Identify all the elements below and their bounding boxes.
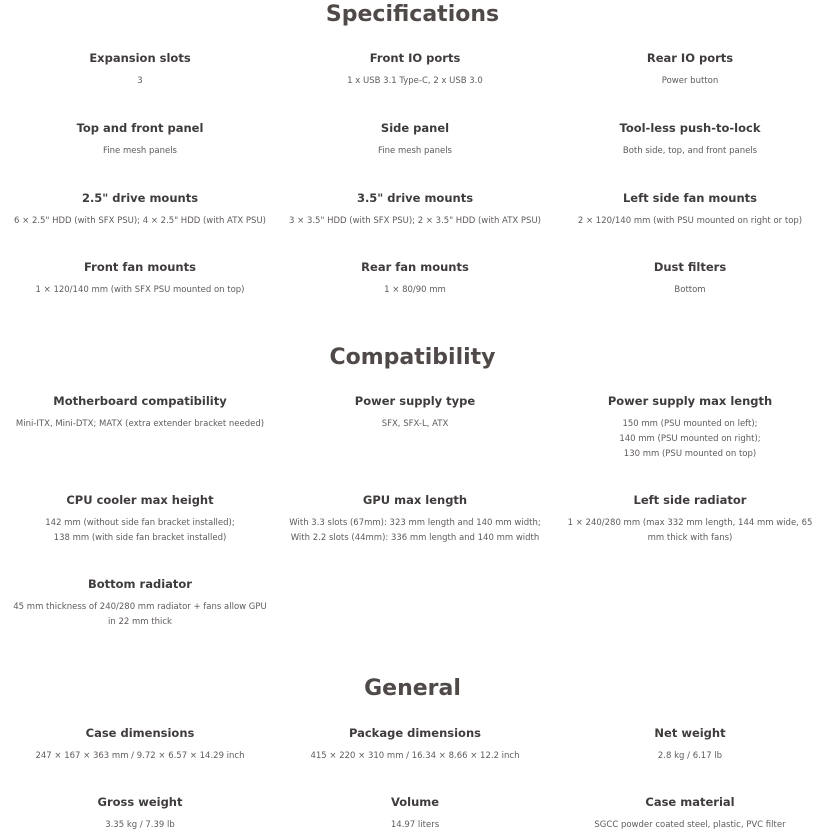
spec-label: Top and front panel (76, 121, 204, 135)
spec-gross-weight (10, 794, 270, 833)
spec-value: Power button (661, 76, 719, 86)
spec-value: 1 × 80/90 mm (384, 285, 446, 295)
spec-label: 2.5" drive mounts (81, 191, 199, 205)
spec-front-fan-mounts (10, 259, 270, 298)
spec-value: Fine mesh panels (378, 146, 452, 156)
spec-label: Case material (645, 795, 735, 809)
spec-label: Left side radiator (633, 493, 747, 507)
spec-power-supply-type (285, 393, 545, 432)
spec-rear-fan-mounts (285, 259, 545, 298)
spec-label: GPU max length (362, 493, 468, 507)
spec-label: Case dimensions (85, 726, 195, 740)
spec-value: SFX, SFX-L, ATX (381, 419, 449, 429)
spec-value: Bottom (674, 285, 706, 295)
spec-value: 2.8 kg / 6.17 lb (657, 751, 723, 761)
spec-label: 3.5" drive mounts (356, 191, 474, 205)
spec-label: Motherboard compatibility (53, 394, 227, 408)
section-title-specifications: Specifications (325, 2, 500, 27)
spec-case-material (560, 794, 820, 833)
spec-label: Rear IO ports (646, 51, 734, 65)
spec-dust-filters (560, 259, 820, 298)
spec-side-panel (285, 120, 545, 159)
spec-value: 3 (137, 76, 143, 86)
spec-label: Tool-less push-to-lock (619, 121, 761, 135)
spec-motherboard-compatibility (0, 393, 280, 432)
spec-net-weight (560, 725, 820, 764)
spec-label: Power supply max length (607, 394, 773, 408)
spec-value: SGCC powder coated steel, plastic, PVC filter (594, 820, 786, 830)
spec-package-dimensions (285, 725, 545, 764)
spec-tool-less (560, 120, 820, 159)
spec-value: 2 × 120/140 mm (with PSU mounted on right or top) (577, 216, 803, 226)
spec-value: Both side, top, and front panels (622, 146, 758, 156)
spec-value: 3.35 kg / 7.39 lb (105, 820, 175, 830)
spec-value: 142 mm (without side fan bracket installed); 138 mm (with side fan bracket installed) (45, 518, 235, 543)
spec-35-drive-mounts (275, 190, 555, 229)
spec-label: Power supply type (354, 394, 476, 408)
spec-label: Expansion slots (89, 51, 191, 65)
spec-left-side-radiator (560, 492, 820, 546)
spec-rear-io-ports (560, 50, 820, 89)
spec-value: 247 × 167 × 363 mm / 9.72 × 6.57 × 14.29 inch (35, 751, 245, 761)
spec-value: 6 × 2.5" HDD (with SFX PSU); 4 × 2.5" HDD (with ATX PSU) (14, 216, 266, 226)
spec-value: 14.97 liters (390, 820, 440, 830)
spec-value: 415 × 220 × 310 mm / 16.34 × 8.66 × 12.2 inch (310, 751, 520, 761)
spec-value: 150 mm (PSU mounted on left); 140 mm (PSU mounted on right); 130 mm (PSU mounted on top) (619, 419, 761, 459)
spec-label: CPU cooler max height (66, 493, 214, 507)
spec-value: 1 × 120/140 mm (with SFX PSU mounted on top) (35, 285, 245, 295)
spec-label: Front fan mounts (84, 260, 196, 274)
spec-power-supply-max-length (560, 393, 820, 462)
spec-label: Bottom radiator (88, 577, 192, 591)
spec-label: Side panel (380, 121, 450, 135)
spec-volume (285, 794, 545, 833)
spec-label: Volume (390, 795, 440, 809)
spec-gpu-max-length (275, 492, 555, 546)
spec-value: 45 mm thickness of 240/280 mm radiator + fans allow GPU in 22 mm thick (13, 602, 267, 627)
spec-cpu-cooler-max-height (10, 492, 270, 546)
spec-expansion-slots (10, 50, 270, 89)
spec-label: Left side fan mounts (622, 191, 757, 205)
spec-value: Fine mesh panels (103, 146, 177, 156)
spec-label: Dust filters (653, 260, 727, 274)
spec-front-io-ports (285, 50, 545, 89)
section-title-general: General (364, 676, 461, 701)
spec-label: Rear fan mounts (361, 260, 469, 274)
spec-value: 3 × 3.5" HDD (with SFX PSU); 2 × 3.5" HDD (with ATX PSU) (289, 216, 541, 226)
spec-label: Net weight (654, 726, 726, 740)
spec-top-front-panel (10, 120, 270, 159)
spec-value: Mini-ITX, Mini-DTX; MATX (extra extender bracket needed) (15, 419, 265, 429)
spec-value: With 3.3 slots (67mm): 323 mm length and 140 mm width; With 2.2 slots (44mm): 336 mm length and 140 mm width (289, 518, 541, 543)
spec-25-drive-mounts (0, 190, 280, 229)
spec-value: 1 × 240/280 mm (max 332 mm length, 144 mm wide, 65 mm thick with fans) (567, 518, 813, 543)
spec-label: Package dimensions (348, 726, 481, 740)
spec-label: Gross weight (97, 795, 183, 809)
spec-value: 1 x USB 3.1 Type-C, 2 x USB 3.0 (347, 76, 483, 86)
spec-case-dimensions (10, 725, 270, 764)
spec-bottom-radiator (0, 576, 280, 630)
section-title-compatibility: Compatibility (329, 345, 496, 370)
spec-left-side-fan-mounts (555, 190, 825, 229)
spec-label: Front IO ports (369, 51, 461, 65)
